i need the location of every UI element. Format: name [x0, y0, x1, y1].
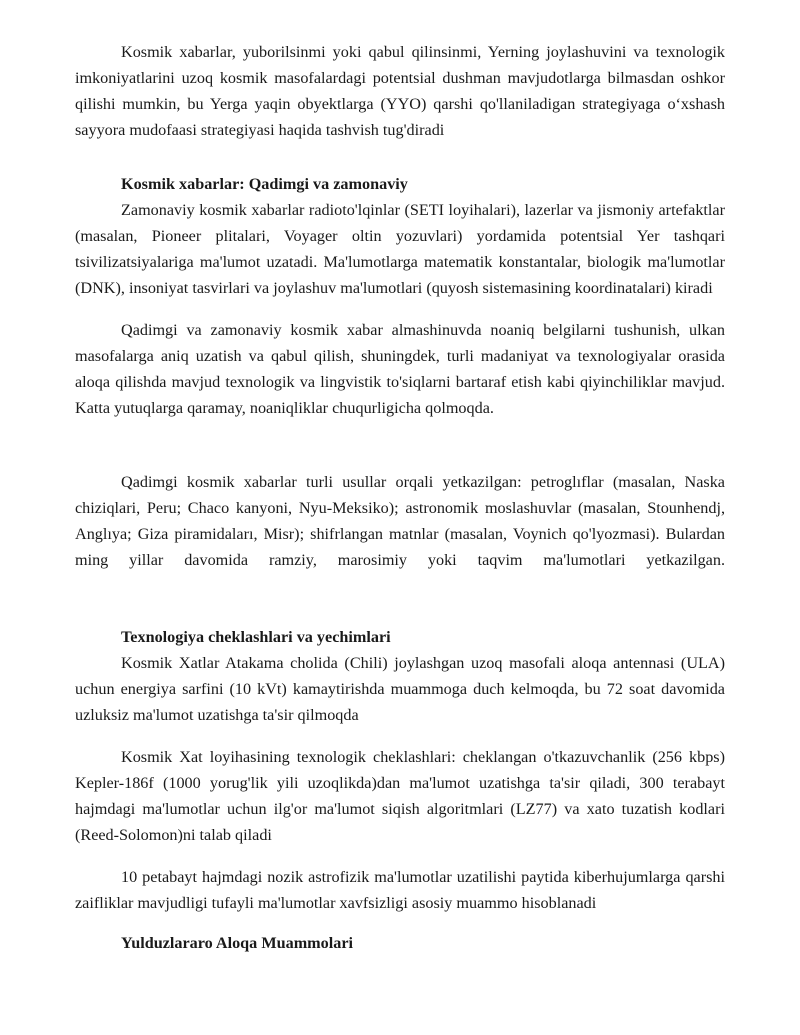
paragraph-planetary-defense: Kosmik xabarlar, yuborilsinmi yoki qabul qilinsinmi, Yerning joylashuvini va texnologik imkoniyatlarini uzoq kosmik masofalardagi potentsial dushman mavjudotlarga bilmasdan oshkor qilishi mumkin, bu Yerga yaqin obyektlarga (YYO) qarshi qo'llaniladigan strategiyaga o‘xshash sayyora mudofaasi strategiyasi haqida tashvish tug'diradi [75, 43, 725, 139]
spacer [75, 301, 725, 317]
paragraph-ancient-messages: Qadimgi kosmik xabarlar turli usullar orqali yetkazilgan: petroglıflar (masalan, Naska chiziqlari, Peru; Chaco kanyoni, Nyu-Meksiko); astronomik moslashuvlar (masalan, Stounhendj, Anglıya; Giza piramidaları, Misr); shifrlangan matnlar (masalan, Voynich qo'lyozmasi). Bulardan ming yillar davomida ramziy, marosimiy yoki taqvim ma'lumotlari yetkazilgan. [75, 473, 725, 569]
heading-technology-limits: Texnologiya cheklashlari va yechimlari [121, 628, 391, 646]
heading-interstellar-communication: Yulduzlararo Aloqa Muammolari [121, 934, 354, 952]
spacer [75, 728, 725, 744]
spacer [75, 573, 725, 624]
spacer [75, 421, 725, 469]
spacer [75, 143, 725, 171]
spacer [75, 916, 725, 930]
paragraph-challenges: Qadimgi va zamonaviy kosmik xabar almashinuvda noaniq belgilarni tushunish, ulkan masofalarga aniq uzatish va qabul qilish, shuningdek, turli madaniyat va texnologiyalar orasida aloqa qilishda mavjud texnologik va lingvistik to'siqlarni bartaraf etish kabi qiyinchiliklar mavjud. Katta yutuqlarga qaramay, noaniqliklar chuqurligicha qolmoqda. [75, 321, 725, 417]
paragraph-antenna-energy: Kosmik Xatlar Atakama cholida (Chili) joylashgan uzoq masofali aloqa antennasi (ULA) uchun energiya sarfini (10 kVt) kamaytirishda muammoga duch kelmoqda, bu 72 soat davomida uzluksiz ma'lumot uzatishga ta'sir qilmoqda [75, 654, 725, 724]
paragraph-modern-messages: Zamonaviy kosmik xabarlar radioto'lqinlar (SETI loyihalari), lazerlar va jismoniy artefaktlar (masalan, Pioneer plitalari, Voyager oltin yozuvlari) yordamida potentsial Yer tashqari tsivilizatsiyalariga ma'lumot uzatadi. Ma'lumotlarga matematik konstantalar, biologik ma'lumotlar (DNK), insoniyat tasvirlari va joylashuv ma'lumotlari (quyosh sistemasining koordinatalari) kiradi [75, 201, 725, 297]
paragraph-bandwidth-limits: Kosmik Xat loyihasining texnologik cheklashlari: cheklangan o'tkazuvchanlik (256 kbps) Kepler-186f (1000 yorug'lik yili uzoqlikda)dan ma'lumot uzatishga ta'sir qiladi, 300 terabayt hajmdagi ma'lumotlar uchun ilg'or ma'lumot siqish algoritmlari (LZ77) va xato tuzatish kodlari (Reed-Solomon)ni talab qiladi [75, 748, 725, 844]
paragraph-data-security: 10 petabayt hajmdagi nozik astrofizik ma'lumotlar uzatilishi paytida kiberhujumlarga qarshi zaifliklar mavjudligi tufayli ma'lumotlar xavfsizligi asosiy muammo hisoblanadi [75, 868, 725, 912]
spacer [75, 848, 725, 864]
document-page [75, 39, 725, 956]
heading-ancient-modern-messages: Kosmik xabarlar: Qadimgi va zamonaviy [121, 175, 408, 193]
